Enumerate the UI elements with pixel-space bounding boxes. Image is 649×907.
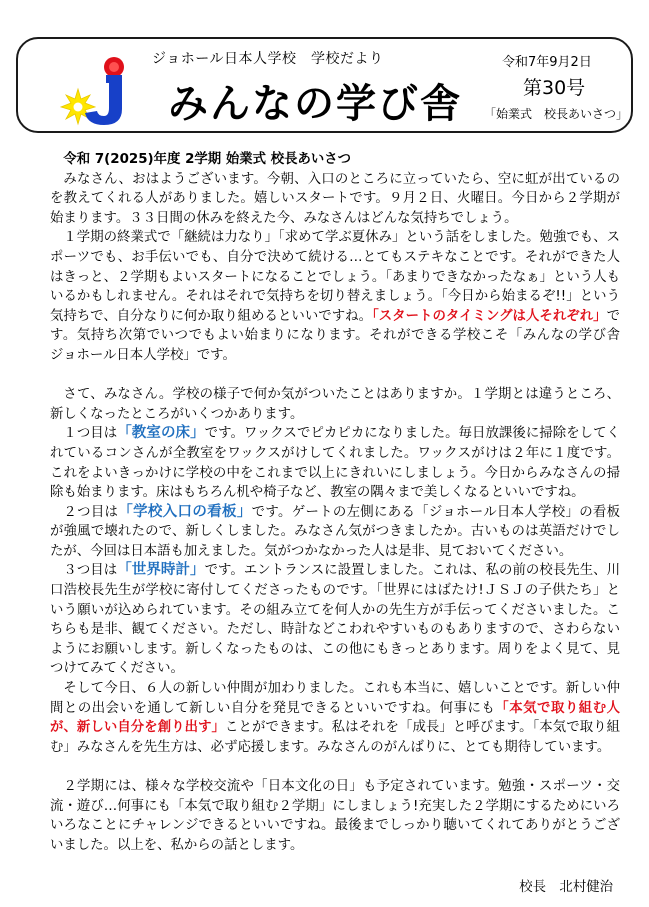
issue-date: 令和7年9月2日 xyxy=(502,55,592,70)
paragraph-new-friends xyxy=(50,679,620,757)
text-segment: です。ゲートの左側にある「ジョホール日本人学校」の看板が強風で壊れたので、新しくしました。みなさん気がつきましたか。古いものは英語だけでしたが、今回は日本語も加えました。気がつかなかった人は是非、見ておいてください。 xyxy=(50,504,621,559)
spacer xyxy=(50,757,620,777)
text-segment: １つ目は xyxy=(63,426,118,442)
logo-letter-j-icon xyxy=(85,75,122,125)
text-segment: ことができます。私はそれを「成長」と呼びます。「本気で取り組む」みなさんを先生方は、必ず応援します。みなさんのがんばりに、とても期待しています。 xyxy=(50,720,621,755)
issue-number: 第30号 xyxy=(523,77,586,99)
highlight-blue: 「学校入口の看板」 xyxy=(118,503,252,520)
issue-subtitle: 「始業式 校長あいさつ」 xyxy=(484,107,629,121)
text-segment: ３つ目は xyxy=(63,563,118,579)
newsletter-header xyxy=(16,37,633,133)
paragraph-changes-intro: さて、みなさん。学校の様子で何か気がついたことはありますか。１学期とは違うところ、新しくなったところがいくつかあります。 xyxy=(50,387,620,422)
paragraph-closing: ２学期には、様々な学校交流や「日本文化の日」も予定されています。勉強・スポーツ・交流・遊び…何事にも「本気で取り組む２学期」にしましょう!充実した２学期にするためにいろいろなことにチャレンジできるといいですね。最後までしっかり聴いてくれてありがとうございました。以上を、私からの話とします。 xyxy=(50,779,620,853)
text-segment: です。ワックスでピカピカになりました。毎日放課後に掃除をしてくれているコンさんが全教室をワックスがけしてくれました。ワックスがけは２年に１度です。これをよいきっかけに学校の中をこれまで以上にきれいにしましょう。今日からみなさんの掃除も始まります。床はもちろん机や椅子など、教室の隅々まで美しくなるといいですね。 xyxy=(50,426,620,501)
text-segment: です。エントランスに設置しました。これは、私の前の校長先生、川口浩校長先生が学校に寄付してくださったものです。「世界にはばたけ!ＪＳＪの子供たち」という願いが込められています。その組み立てを何人かの先生方が手伝ってくださいました。こちらも是非、観てください。ただし、時計などこわれやすいものもありますので、さわらないようにお願いします。新しくなったものは、この他にもきっとあります。周りをよく見て、見つけてみてください。 xyxy=(50,563,621,677)
text-segment: そして今日、６人の新しい仲間が加わりました。これも本当に、嬉しいことです。新しい仲間との出会いを通して新しい自分を発見できるといいですね。何事にも xyxy=(50,681,620,716)
highlight-blue: 「世界時計」 xyxy=(117,562,205,579)
highlight-red: 「本気で取り組む人が、新しい自分を創り出す」 xyxy=(50,700,621,736)
paragraph-world-clock xyxy=(50,561,620,679)
paragraph-greeting: みなさん、おはようございます。今朝、入口のところに立っていたら、空に虹が出ているのを教えてくれる人がありました。嬉しいスタートです。９月２日、火曜日。今日から２学期が始まります。３３日間の休みを終えた今、みなさんはどんな気持ちでしょう。 xyxy=(50,171,620,226)
highlight-red: 「スタートのタイミングは人それぞれ」 xyxy=(372,308,607,324)
paragraph-classroom-floor xyxy=(50,424,620,502)
text-segment: です。気持ち次第でいつでもよい始まりになります。それができる学校こそ「みんなの学び舎 ジョホール日本人学校」です。 xyxy=(50,308,634,363)
newsletter-title: みんなの学び舎 xyxy=(168,81,462,127)
letter-body xyxy=(50,150,634,855)
highlight-blue: 「教室の床」 xyxy=(117,425,205,442)
letter-heading: 令和 7(2025)年度 2学期 始業式 校長あいさつ xyxy=(63,152,352,167)
text-segment: ２つ目は xyxy=(63,504,119,520)
text-segment: １学期の終業式で「継続は力なり」「求めて学ぶ夏休み」という話をしました。勉強でも、スポーツでも、お手伝いでも、自分で決めて続ける…とてもステキなことです。それができた人はきっと、２学期もよいスタートになることでしょう。「あまりできなかったなぁ」という人もいるかもしれません。それはそれで気持ちを切り替えましょう。「今日から始まるぞ!!」という気持ちで、自分なりに何か取り組めるといいですね。 xyxy=(50,230,620,324)
school-name-line: ジョホール日本人学校 学校だより xyxy=(152,51,384,67)
school-logo-icon xyxy=(54,53,144,127)
paragraph-entrance-sign xyxy=(50,503,620,562)
spacer xyxy=(50,366,620,386)
paragraph-summer xyxy=(50,228,634,365)
principal-signature: 校長 北村健治 xyxy=(519,880,613,895)
